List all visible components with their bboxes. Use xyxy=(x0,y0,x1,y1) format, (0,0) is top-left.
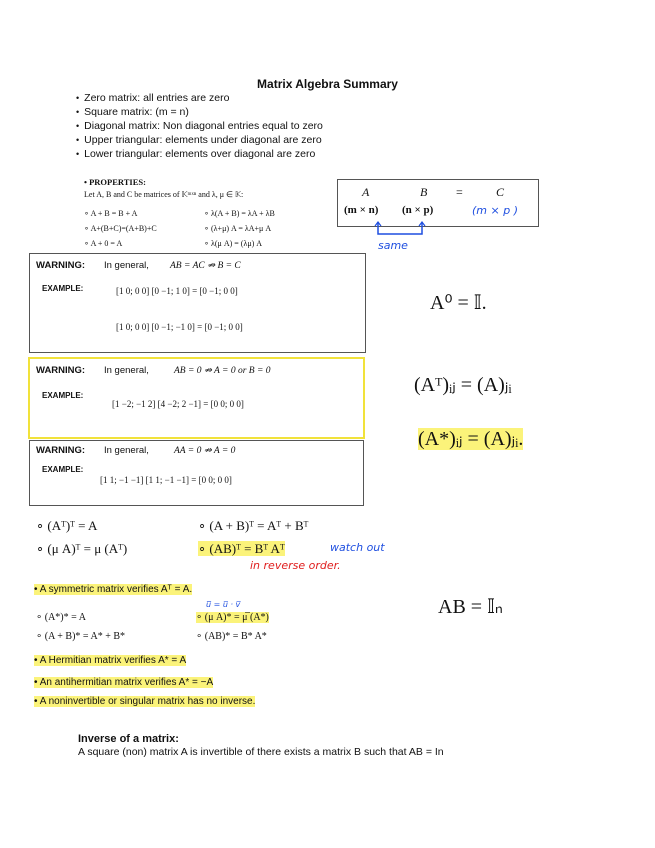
properties-intro: Let A, B and C be matrices of 𝕂ᵐˣⁿ and λ, μ ∈ 𝕂: xyxy=(84,190,244,199)
warning-label: WARNING: xyxy=(36,445,86,456)
inverse-text: A square (non) matrix A is invertible of there exists a matrix B such that AB = In xyxy=(78,746,444,758)
warning-statement: AA = 0 ⇏ A = 0 xyxy=(174,446,236,456)
warning-box xyxy=(29,440,364,506)
transpose-entry-equation: (Aᵀ)ᵢⱼ = (A)ⱼᵢ xyxy=(414,374,512,396)
rule: ∘ λ(μ A) = (λμ) A xyxy=(204,239,263,248)
dim-b: B xyxy=(420,185,428,199)
identity-power-equation: A⁰ = 𝕀. xyxy=(430,292,487,314)
rule: ∘ A + B = B + A xyxy=(84,209,138,218)
warning-label: WARNING: xyxy=(36,365,86,376)
example-row: [1 0; 0 0] [0 −1; 1 0] = [0 −1; 0 0] xyxy=(116,286,238,296)
watch-out-note: watch out xyxy=(330,541,385,554)
example-label: EXAMPLE: xyxy=(42,391,84,400)
example-row: [1 1; −1 −1] [1 1; −1 −1] = [0 0; 0 0] xyxy=(100,475,232,485)
reverse-order-note: in reverse order. xyxy=(250,559,341,572)
hermitian-definition: • A Hermitian matrix verifies A* = A xyxy=(34,655,187,666)
conjugate-prop: ∘ (AB)* = B* A* xyxy=(196,631,267,642)
conjugate-prop: ∘ (μ A)* = μ̅ (A*) xyxy=(196,612,269,623)
transpose-prop: ∘ (AB)ᵀ = Bᵀ Aᵀ xyxy=(198,541,285,556)
inverse-heading: Inverse of a matrix: xyxy=(78,733,179,745)
list-item: • Upper triangular: elements under diagonal are zero xyxy=(76,133,323,147)
dim-a: A xyxy=(362,185,370,199)
warning-label: WARNING: xyxy=(36,260,86,271)
singular-definition: • A noninvertible or singular matrix has no inverse. xyxy=(34,696,256,707)
page-title: Matrix Algebra Summary xyxy=(257,77,398,91)
example-row: [1 0; 0 0] [0 −1; −1 0] = [0 −1; 0 0] xyxy=(116,322,243,332)
warning-box-highlighted xyxy=(28,357,365,439)
transpose-prop: ∘ (A + B)ᵀ = Aᵀ + Bᵀ xyxy=(198,518,309,533)
warning-statement: AB = AC ⇏ B = C xyxy=(170,261,241,271)
list-item: • Lower triangular: elements over diagonal are zero xyxy=(76,147,323,161)
properties-heading: • PROPERTIES: xyxy=(84,177,146,187)
warning-general: In general, xyxy=(104,365,149,376)
antihermitian-definition: • An antihermitian matrix verifies A* = −A xyxy=(34,677,214,688)
dim-n-p: (n × p) xyxy=(402,204,434,216)
rule: ∘ A + 0 = A xyxy=(84,239,123,248)
list-item: • Square matrix: (m = n) xyxy=(76,105,323,119)
properties-rules xyxy=(84,206,324,251)
dim-m-n: (m × n) xyxy=(344,204,379,216)
example-label: EXAMPLE: xyxy=(42,284,84,293)
rule: ∘ (λ+μ) A = λA+μ A xyxy=(204,224,272,233)
warning-general: In general, xyxy=(104,445,149,456)
warning-general: In general, xyxy=(104,260,149,271)
rule: ∘ λ(A + B) = λA + λB xyxy=(204,209,275,218)
conjugate-note: u̅̅ = u̅ · v̅ xyxy=(206,600,241,609)
transpose-prop: ∘ (Aᵀ)ᵀ = A xyxy=(36,518,98,533)
dim-eq: = xyxy=(456,185,463,199)
example-label: EXAMPLE: xyxy=(42,465,84,474)
rule: ∘ A+(B+C)=(A+B)+C xyxy=(84,224,157,233)
conjugate-prop: ∘ (A + B)* = A* + B* xyxy=(36,631,126,642)
conjugate-entry-equation: (A*)ᵢⱼ = (A)ⱼᵢ. xyxy=(418,428,524,450)
conjugate-prop: ∘ (A*)* = A xyxy=(36,612,86,623)
list-item: • Zero matrix: all entries are zero xyxy=(76,91,323,105)
inverse-equation: AB = 𝕀ₙ xyxy=(438,596,503,618)
symmetric-definition: • A symmetric matrix verifies Aᵀ = A. xyxy=(34,584,193,595)
definition-list xyxy=(76,91,323,161)
warning-statement: AB = 0 ⇏ A = 0 or B = 0 xyxy=(174,366,271,376)
same-note: same xyxy=(378,239,408,252)
dim-c: C xyxy=(496,185,505,199)
dim-m-p: (m × p ) xyxy=(472,204,518,217)
transpose-prop: ∘ (μ A)ᵀ = μ (Aᵀ) xyxy=(36,541,128,556)
list-item: • Diagonal matrix: Non diagonal entries equal to zero xyxy=(76,119,323,133)
example-row: [1 −2; −1 2] [4 −2; 2 −1] = [0 0; 0 0] xyxy=(112,399,244,409)
warning-box xyxy=(29,253,366,353)
